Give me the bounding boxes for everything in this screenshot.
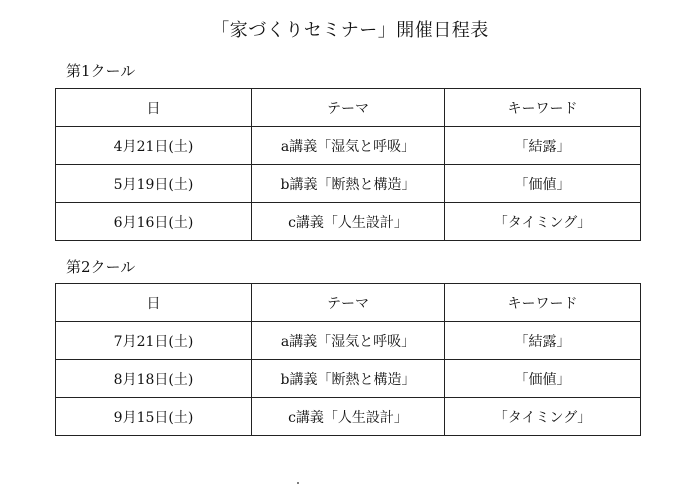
column-header-keyword: キーワード: [445, 284, 641, 322]
keyword-cell: 「価値」: [445, 360, 641, 398]
theme-cell: a講義「湿気と呼吸」: [252, 127, 445, 165]
keyword-cell: 「結露」: [445, 127, 641, 165]
theme-cell: b講義「断熱と構造」: [252, 360, 445, 398]
section-heading-2: 第2クール: [66, 258, 136, 276]
date-cell: 8月18日(土): [56, 360, 252, 398]
theme-cell: a講義「湿気と呼吸」: [252, 322, 445, 360]
schedule-table-2: [55, 283, 641, 436]
date-cell: 9月15日(土): [56, 398, 252, 436]
theme-cell: c講義「人生設計」: [252, 203, 445, 241]
table-header-row: [56, 89, 641, 127]
keyword-cell: 「価値」: [445, 165, 641, 203]
theme-cell: b講義「断熱と構造」: [252, 165, 445, 203]
column-header-date: 日: [56, 89, 252, 127]
column-header-theme: テーマ: [252, 284, 445, 322]
table-header-row: [56, 284, 641, 322]
schedule-table-1: [55, 88, 641, 241]
section-heading-1: 第1クール: [66, 62, 136, 80]
scan-speck: [297, 482, 299, 484]
page-title: 「家づくりセミナー」開催日程表: [211, 20, 489, 41]
table-row: [56, 398, 641, 436]
column-header-keyword: キーワード: [445, 89, 641, 127]
keyword-cell: 「タイミング」: [445, 203, 641, 241]
theme-cell: c講義「人生設計」: [252, 398, 445, 436]
date-cell: 7月21日(土): [56, 322, 252, 360]
column-header-date: 日: [56, 284, 252, 322]
date-cell: 6月16日(土): [56, 203, 252, 241]
date-cell: 4月21日(土): [56, 127, 252, 165]
date-cell: 5月19日(土): [56, 165, 252, 203]
column-header-theme: テーマ: [252, 89, 445, 127]
table-row: [56, 203, 641, 241]
keyword-cell: 「タイミング」: [445, 398, 641, 436]
table-row: [56, 165, 641, 203]
table-row: [56, 322, 641, 360]
keyword-cell: 「結露」: [445, 322, 641, 360]
table-row: [56, 127, 641, 165]
table-row: [56, 360, 641, 398]
